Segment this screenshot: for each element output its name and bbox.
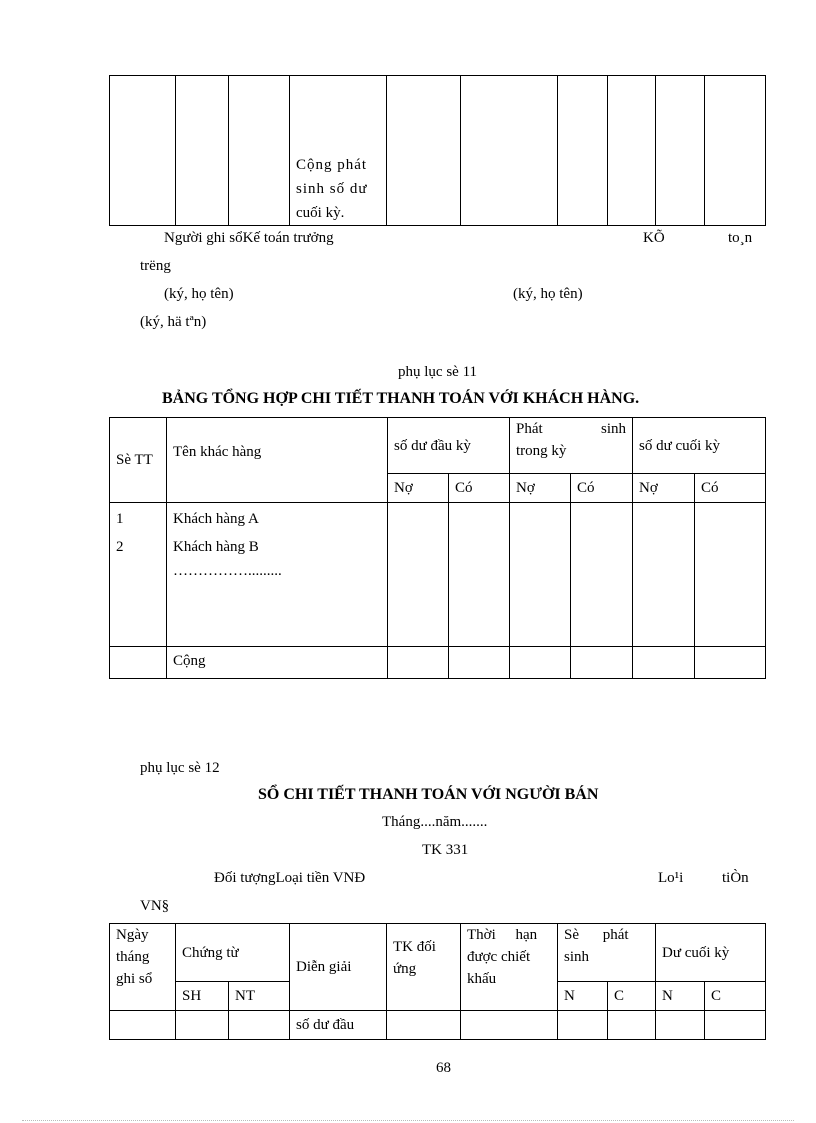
signer-director-a: KÕ bbox=[643, 230, 665, 246]
appendix-12-subject: Đối tượngLoại tiền VNĐ bbox=[214, 870, 366, 886]
header-opening-balance: số dư đầu kỳ bbox=[388, 418, 510, 474]
top-cell bbox=[387, 76, 461, 226]
customer-summary-table bbox=[109, 417, 766, 679]
ledger-cell bbox=[176, 1011, 229, 1040]
header-no: Nợ bbox=[633, 474, 695, 503]
header-nt: NT bbox=[229, 982, 290, 1011]
ledger-cell bbox=[387, 1011, 461, 1040]
header-description: Diễn giải bbox=[290, 924, 387, 1011]
top-cell bbox=[229, 76, 290, 226]
page-number: 68 bbox=[436, 1060, 451, 1076]
top-cell bbox=[176, 76, 229, 226]
value-cell bbox=[633, 503, 695, 647]
signer-recorder: Người ghi sổ bbox=[164, 230, 243, 246]
signer-chief-accountant: Kế toán trưởng bbox=[242, 230, 334, 246]
top-cell bbox=[705, 76, 766, 226]
top-table bbox=[109, 75, 766, 226]
signer-director-c: trëng bbox=[140, 258, 171, 274]
appendix-11-label: phụ lục sè 11 bbox=[398, 364, 478, 380]
appendix-12-currency-a: Lo¹i bbox=[658, 870, 684, 886]
ledger-cell bbox=[656, 1011, 705, 1040]
header-co: Có bbox=[571, 474, 633, 503]
header-contra-account: TK đối ứng bbox=[387, 924, 461, 1011]
top-cell bbox=[656, 76, 705, 226]
sign-hint-3: (ký, hä tªn) bbox=[140, 314, 207, 330]
appendix-12-currency-b: tiÒn bbox=[722, 870, 749, 886]
header-voucher: Chứng từ bbox=[176, 924, 290, 982]
value-cell bbox=[571, 503, 633, 647]
ledger-cell bbox=[110, 1011, 176, 1040]
header-discount-term: Thời hạn được chiết khấu bbox=[461, 924, 558, 1011]
top-cell bbox=[608, 76, 656, 226]
row-stt: 1 bbox=[116, 511, 124, 527]
value-cell bbox=[388, 503, 449, 647]
header-no: Nợ bbox=[388, 474, 449, 503]
row-customer-name: Khách hàng A bbox=[173, 511, 259, 527]
top-total-cell bbox=[290, 76, 387, 226]
opening-balance-label: số dư đầu bbox=[290, 1011, 387, 1040]
value-cell bbox=[449, 503, 510, 647]
header-co: Có bbox=[449, 474, 510, 503]
top-cell bbox=[558, 76, 608, 226]
stt-column bbox=[110, 503, 167, 647]
total-label: Cộng bbox=[167, 647, 388, 679]
appendix-12-title: SỔ CHI TIẾT THANH TOÁN VỚI NGƯỜI BÁN bbox=[258, 786, 599, 803]
header-closing-balance: số dư cuối kỳ bbox=[633, 418, 766, 474]
top-cell bbox=[110, 76, 176, 226]
total-cell bbox=[571, 647, 633, 679]
total-cell bbox=[633, 647, 695, 679]
row-dots: ……………......... bbox=[173, 563, 282, 579]
header-arising: Sè phát sinh bbox=[558, 924, 656, 982]
header-arising: Phát sinh trong kỳ bbox=[510, 418, 633, 474]
appendix-12-currency-c: VN§ bbox=[140, 898, 170, 914]
header-customer-name: Tên khác hàng bbox=[167, 418, 388, 503]
header-stt: Sè TT bbox=[110, 418, 167, 503]
row-stt: 2 bbox=[116, 539, 124, 555]
total-empty-cell bbox=[110, 647, 167, 679]
appendix-11-title: BẢNG TỔNG HỢP CHI TIẾT THANH TOÁN VỚI KHÁCH HÀNG. bbox=[162, 390, 640, 407]
header-c: C bbox=[705, 982, 766, 1011]
header-c: C bbox=[608, 982, 656, 1011]
header-date: Ngày tháng ghi sổ bbox=[110, 924, 176, 1011]
total-cell bbox=[449, 647, 510, 679]
header-closing-balance: Dư cuối kỳ bbox=[656, 924, 766, 982]
ledger-cell bbox=[608, 1011, 656, 1040]
total-cell bbox=[388, 647, 449, 679]
sign-hint-2: (ký, họ tên) bbox=[513, 286, 583, 302]
header-co: Có bbox=[695, 474, 766, 503]
ledger-cell bbox=[229, 1011, 290, 1040]
sign-hint-1: (ký, họ tên) bbox=[164, 286, 234, 302]
header-n: N bbox=[656, 982, 705, 1011]
appendix-12-label: phụ lục sè 12 bbox=[140, 760, 220, 776]
header-n: N bbox=[558, 982, 608, 1011]
total-cell bbox=[510, 647, 571, 679]
appendix-12-account: TK 331 bbox=[422, 842, 469, 858]
signer-director-b: to¸n bbox=[728, 230, 753, 246]
value-cell bbox=[695, 503, 766, 647]
value-cell bbox=[510, 503, 571, 647]
top-total-line: cuối kỳ. bbox=[296, 205, 345, 221]
row-customer-name: Khách hàng B bbox=[173, 539, 259, 555]
signer-line bbox=[164, 230, 334, 247]
ledger-cell bbox=[705, 1011, 766, 1040]
ledger-cell bbox=[558, 1011, 608, 1040]
page-edge-line bbox=[22, 1120, 794, 1121]
customer-column bbox=[167, 503, 388, 647]
total-cell bbox=[695, 647, 766, 679]
header-no: Nợ bbox=[510, 474, 571, 503]
top-cell bbox=[461, 76, 558, 226]
top-total-line: Cộng phát bbox=[296, 157, 368, 173]
ledger-cell bbox=[461, 1011, 558, 1040]
appendix-12-month: Tháng....năm....... bbox=[382, 814, 488, 830]
top-total-line: sinh số dư bbox=[296, 181, 368, 197]
supplier-ledger-table bbox=[109, 923, 766, 1040]
header-sh: SH bbox=[176, 982, 229, 1011]
